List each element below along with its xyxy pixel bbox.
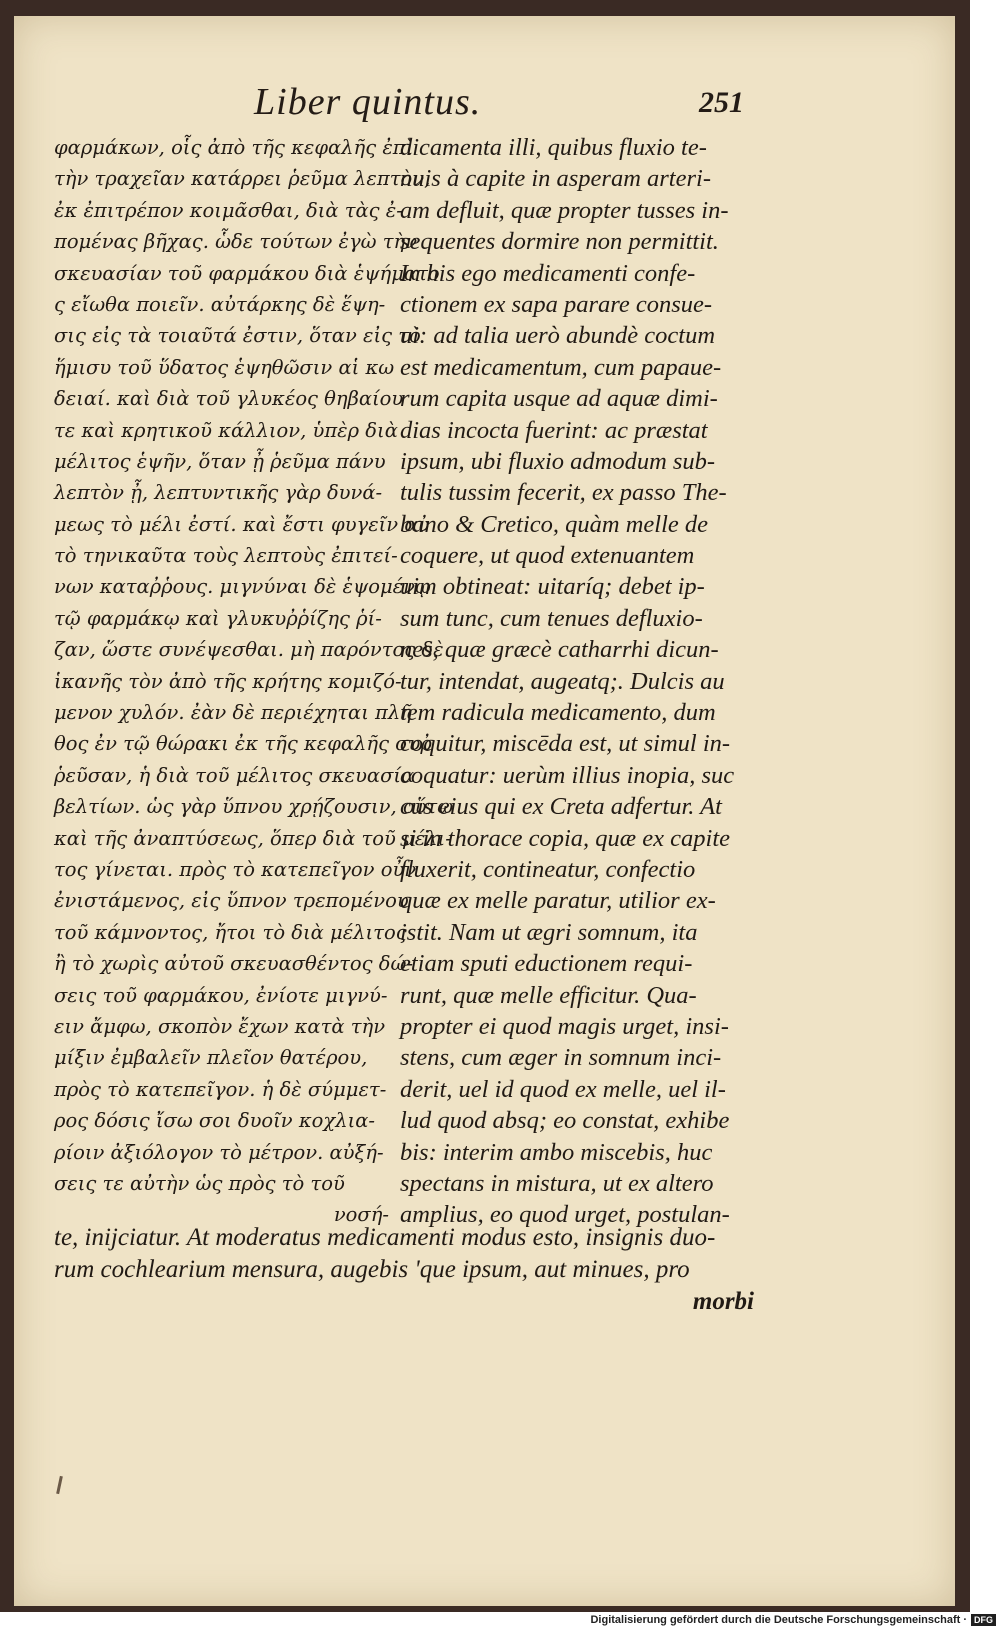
greek-text-line: νων καταῤῥους. μιγνύναι δὲ ἑψομένῳ xyxy=(54,575,431,599)
greek-text-line: μέλιτος ἑψῆν, ὅταν ᾖ ῥεῦμα πάνυ xyxy=(54,449,386,473)
greek-text-line: τὴν τραχεῖαν κατάρρει ῥεῦμα λεπτὸν, xyxy=(54,167,431,191)
latin-text-line: etiam sputi eductionem requi- xyxy=(400,950,693,978)
greek-text-line: ρος δόσις ἴσω σοι δυοῖν κοχλια- xyxy=(54,1109,375,1133)
greek-text-line: σεις τοῦ φαρμάκου, ἐνίοτε μιγνύ- xyxy=(54,983,388,1007)
latin-text-line: amplius, eo quod urget, postulan- xyxy=(400,1201,730,1229)
greek-text-line: ῥεῦσαν, ἡ διὰ τοῦ μέλιτος σκευασία xyxy=(54,763,415,787)
latin-text-column xyxy=(400,132,760,1231)
latin-text-line: runt, quæ melle efficitur. Qua- xyxy=(400,981,697,1009)
latin-text-line: tem radicula medicamento, dum xyxy=(400,699,716,727)
greek-text-line: τὸ τηνικαῦτα τοὺς λεπτοὺς ἐπιτεί- xyxy=(54,544,398,568)
latin-text-line: tur, intendat, augeatq;. Dulcis au xyxy=(400,667,725,695)
greek-text-line: ἱκανῆς τὸν ἀπὸ τῆς κρήτης κομιζό- xyxy=(54,669,402,693)
latin-text-line: est medicamentum, cum papaue- xyxy=(400,353,722,381)
latin-text-line: fluxerit, contineatur, confectio xyxy=(400,855,696,883)
greek-text-line: σεις τε αὐτὴν ὡς πρὸς τὸ τοῦ xyxy=(54,1171,345,1195)
page-number: 251 xyxy=(699,86,744,119)
greek-text-line: τοῦ κάμνοντος, ἤτοι τὸ διὰ μέλιτος xyxy=(54,920,407,944)
greek-text-line: ἐνιστάμενος, εἰς ὕπνον τρεπομένου xyxy=(54,889,409,913)
greek-text-line: σκευασίαν τοῦ φαρμάκου διὰ ἑψήματο xyxy=(54,261,440,285)
latin-text-line: uim obtineat: uitaríq; debet ip- xyxy=(400,573,705,601)
latin-text-line: coquitur, miscēda est, ut simul in- xyxy=(400,730,731,758)
greek-text-line: θος ἐν τῷ θώρακι ἐκ τῆς κεφαλῆς συῤ xyxy=(54,732,432,756)
greek-text-line: μενον χυλόν. ἐὰν δὲ περιέχηται πλῆ xyxy=(54,701,412,725)
full-width-text-block xyxy=(54,1222,754,1318)
greek-text-line: μεως τὸ μέλι ἐστί. καὶ ἔστι φυγεῖν αὐ xyxy=(54,512,430,536)
footer-text: Digitalisierung gefördert durch die Deutsche Forschungsgemeinschaft · xyxy=(590,1614,967,1626)
greek-text-line: πομένας βῆχας. ὧδε τούτων ἐγὼ τὴν xyxy=(54,230,418,254)
greek-text-line: βελτίων. ὡς γὰρ ὕπνου χρῄζουσιν, οὕτω xyxy=(54,795,454,819)
greek-text-line: νοσή- xyxy=(333,1203,389,1227)
greek-text-line: λεπτὸν ᾖ, λεπτυντικῆς γὰρ δυνά- xyxy=(54,481,383,505)
dfg-logo: DFG xyxy=(971,1614,996,1626)
greek-text-line: μίξιν ἐμβαλεῖν πλεῖον θατέρου, xyxy=(54,1046,368,1070)
latin-text-line: istit. Nam ut ægri somnum, ita xyxy=(400,918,698,946)
running-title: Liber quintus. xyxy=(254,81,482,123)
greek-text-line: ρίοιν ἀξιόλογον τὸ μέτρον. αὐξή- xyxy=(54,1140,384,1164)
digitization-footer xyxy=(590,1614,996,1626)
latin-text-line: sequentes dormire non permittit. xyxy=(400,228,719,256)
latin-text-line: spectans in mistura, ut ex altero xyxy=(400,1169,714,1197)
greek-text-line: ς εἴωθα ποιεῖν. αὐτάρκης δὲ ἕψη- xyxy=(54,292,386,316)
latin-text-line: lud quod absq; eo constat, exhibe xyxy=(400,1107,730,1135)
greek-text-line: καὶ τῆς ἀναπτύσεως, ὅπερ διὰ τοῦ μέλι- xyxy=(54,826,452,850)
latin-text-line: dicamenta illi, quibus fluxio te- xyxy=(400,134,707,161)
latin-text-line: stens, cum æger in somnum inci- xyxy=(400,1044,722,1072)
latin-text-line: ipsum, ubi fluxio admodum sub- xyxy=(400,447,716,475)
greek-text-line: σις εἰς τὰ τοιαῦτά ἐστιν, ὅταν εἰς τὸ xyxy=(54,324,421,348)
greek-text-line: ἐκ ἐπιτρέπον κοιμᾶσθαι, διὰ τὰς ἐ- xyxy=(54,198,403,222)
greek-text-line: φαρμάκων, οἷς ἀπὸ τῆς κεφαλῆς ἐπὶ xyxy=(54,136,414,159)
greek-text-line: τε καὶ κρητικοῦ κάλλιον, ὑπὲρ διὰ xyxy=(54,418,398,442)
latin-text-line: tulis tussim fecerit, ex passo The- xyxy=(400,479,727,507)
book-page xyxy=(14,16,955,1606)
page-header xyxy=(254,80,744,140)
latin-text-line: sum tunc, cum tenues defluxio- xyxy=(400,604,703,632)
latin-text-line: quæ ex melle paratur, utilior ex- xyxy=(400,887,716,915)
latin-text-line: propter ei quod magis urget, insi- xyxy=(400,1012,729,1040)
latin-text-line: am defluit, quæ propter tusses in- xyxy=(400,196,729,224)
latin-text-line: te, inijciatur. At moderatus medicamenti modus esto, insignis duo- xyxy=(54,1224,716,1251)
latin-text-line: si in thorace copia, quæ ex capite xyxy=(400,824,730,852)
greek-text-line: πρὸς τὸ κατεπεῖγον. ἡ δὲ σύμμετ- xyxy=(54,1077,387,1101)
ink-mark xyxy=(56,1476,63,1494)
greek-text-column xyxy=(54,132,454,1231)
greek-text-line: δειαί. καὶ διὰ τοῦ γλυκέος θηβαίου xyxy=(54,387,404,411)
greek-text-line: ζαν, ὥστε συνέψεσθαι. μὴ παρόντος δὲ xyxy=(54,638,444,662)
greek-text-line: ειν ἄμφω, σκοπὸν ἔχων κατὰ τὴν xyxy=(54,1014,386,1038)
latin-text-line: In his ego medicamenti confe- xyxy=(400,259,696,287)
latin-text-line: rum cochlearium mensura, augebis 'que ipsum, aut minues, pro xyxy=(54,1256,690,1283)
latin-text-line: ctionem ex sapa parare consue- xyxy=(400,290,713,318)
greek-text-line: ἢ τὸ χωρὶς αὐτοῦ σκευασθέντος δώ- xyxy=(54,952,413,976)
latin-text-line: coquere, ut quod extenuantem xyxy=(400,542,695,570)
latin-text-line: nuis à capite in asperam arteri- xyxy=(400,165,711,193)
latin-text-line: bano & Cretico, quàm melle de xyxy=(400,510,709,538)
latin-text-line: derit, uel id quod ex melle, uel il- xyxy=(400,1075,726,1103)
latin-text-line: rum capita usque ad aquæ dimi- xyxy=(400,385,718,413)
greek-text-line: τῷ φαρμάκῳ καὶ γλυκυῤῥίζης ῥί- xyxy=(54,606,382,630)
latin-text-line: nes, quæ græcè catharrhi dicun- xyxy=(400,636,719,664)
latin-text-line: dias incocta fuerint: ac præstat xyxy=(400,416,708,444)
latin-text-line: morbi xyxy=(692,1288,754,1315)
latin-text-line: ui: ad talia uerò abundè coctum xyxy=(400,322,716,350)
greek-text-line: τος γίνεται. πρὸς τὸ κατεπεῖγον οὖν xyxy=(54,857,417,881)
latin-text-line: bis: interim ambo miscebis, huc xyxy=(400,1138,713,1166)
latin-text-line: cus eius qui ex Creta adfertur. At xyxy=(400,793,722,821)
latin-text-line: coquatur: uerùm illius inopia, suc xyxy=(400,761,735,789)
greek-text-line: ἥμισυ τοῦ ὕδατος ἑψηθῶσιν αἱ κω xyxy=(54,355,395,379)
